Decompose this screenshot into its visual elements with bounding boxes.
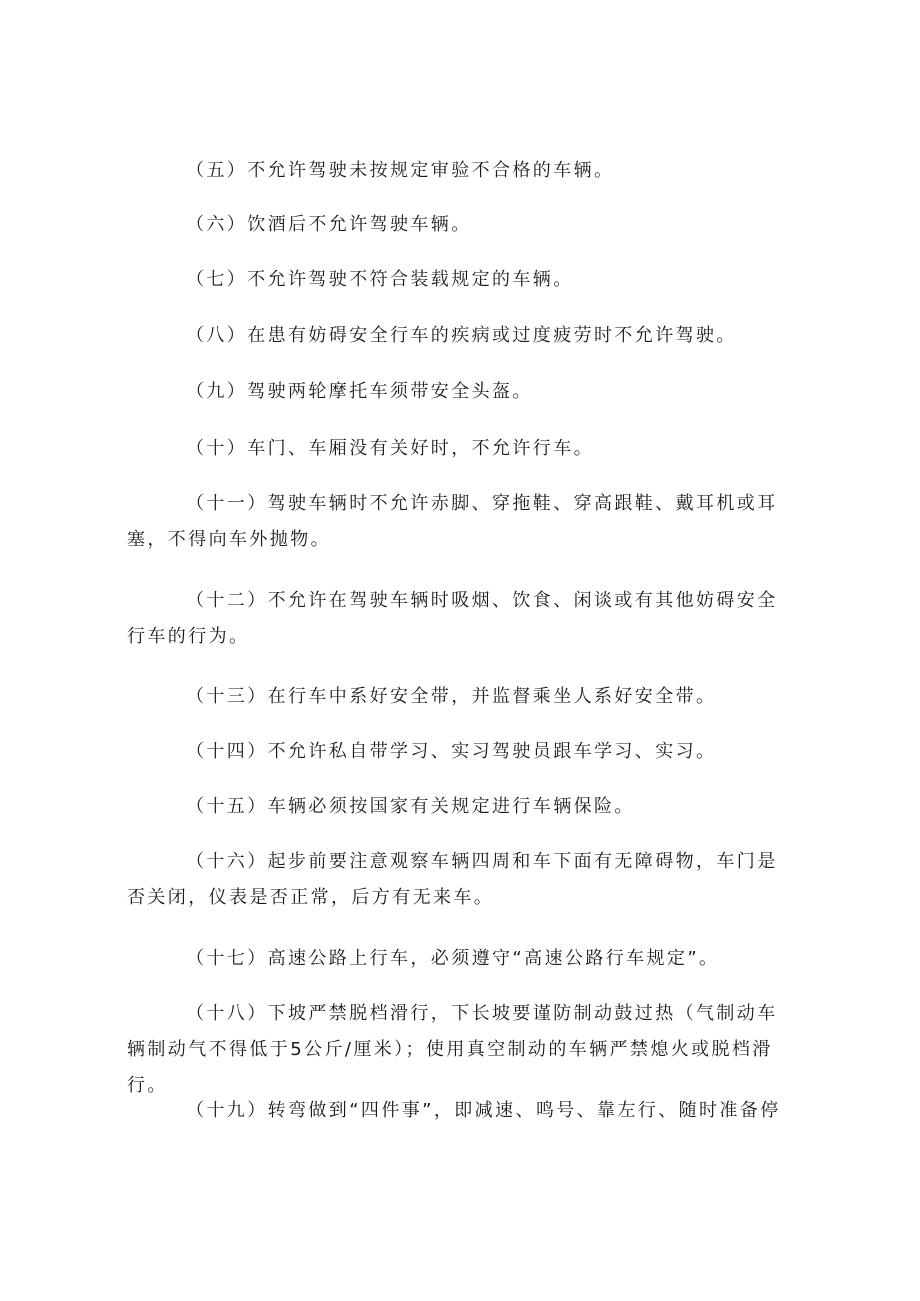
paragraph-item-18: （十八）下坡严禁脱档滑行，下长坡要谨防制动鼓过热（气制动车辆制动气不得低于5公斤/厘米）；使用真空制动的车辆严禁熄火或脱档滑行。: [127, 1003, 778, 1096]
paragraph-item-17: （十七）高速公路上行车，必须遵守“高速公路行车规定”。: [186, 948, 720, 969]
paragraph-item-8: （八）在患有妨碍安全行车的疾病或过度疲劳时不允许驾驶。: [186, 325, 737, 346]
paragraph-item-11: （十一）驾驶车辆时不允许赤脚、穿拖鞋、穿高跟鞋、戴耳机或耳塞，不得向车外抛物。: [127, 493, 778, 550]
paragraph-item-19: （十九）转弯做到“四件事”，即减速、鸣号、靠左行、随时准备停: [186, 1100, 781, 1121]
paragraph-item-7: （七）不允许驾驶不符合装载规定的车辆。: [186, 269, 574, 290]
paragraph-item-12: （十二）不允许在驾驶车辆时吸烟、饮食、闲谈或有其他妨碍安全行车的行为。: [127, 590, 778, 647]
paragraph-item-15: （十五）车辆必须按国家有关规定进行车辆保险。: [186, 796, 635, 817]
paragraph-item-10: （十）车门、车厢没有关好时，不允许行车。: [186, 438, 594, 459]
paragraph-item-9: （九）驾驶两轮摩托车须带安全头盔。: [186, 381, 533, 402]
paragraph-item-14: （十四）不允许私自带学习、实习驾驶员跟车学习、实习。: [186, 741, 717, 762]
paragraph-item-5: （五）不允许驾驶未按规定审验不合格的车辆。: [186, 160, 615, 181]
paragraph-item-6: （六）饮酒后不允许驾驶车辆。: [186, 214, 472, 235]
paragraph-item-13: （十三）在行车中系好安全带，并监督乘坐人系好安全带。: [186, 686, 717, 707]
paragraph-item-16: （十六）起步前要注意观察车辆四周和车下面有无障碍物，车门是否关闭，仪表是否正常，后方有无来车。: [127, 851, 778, 908]
